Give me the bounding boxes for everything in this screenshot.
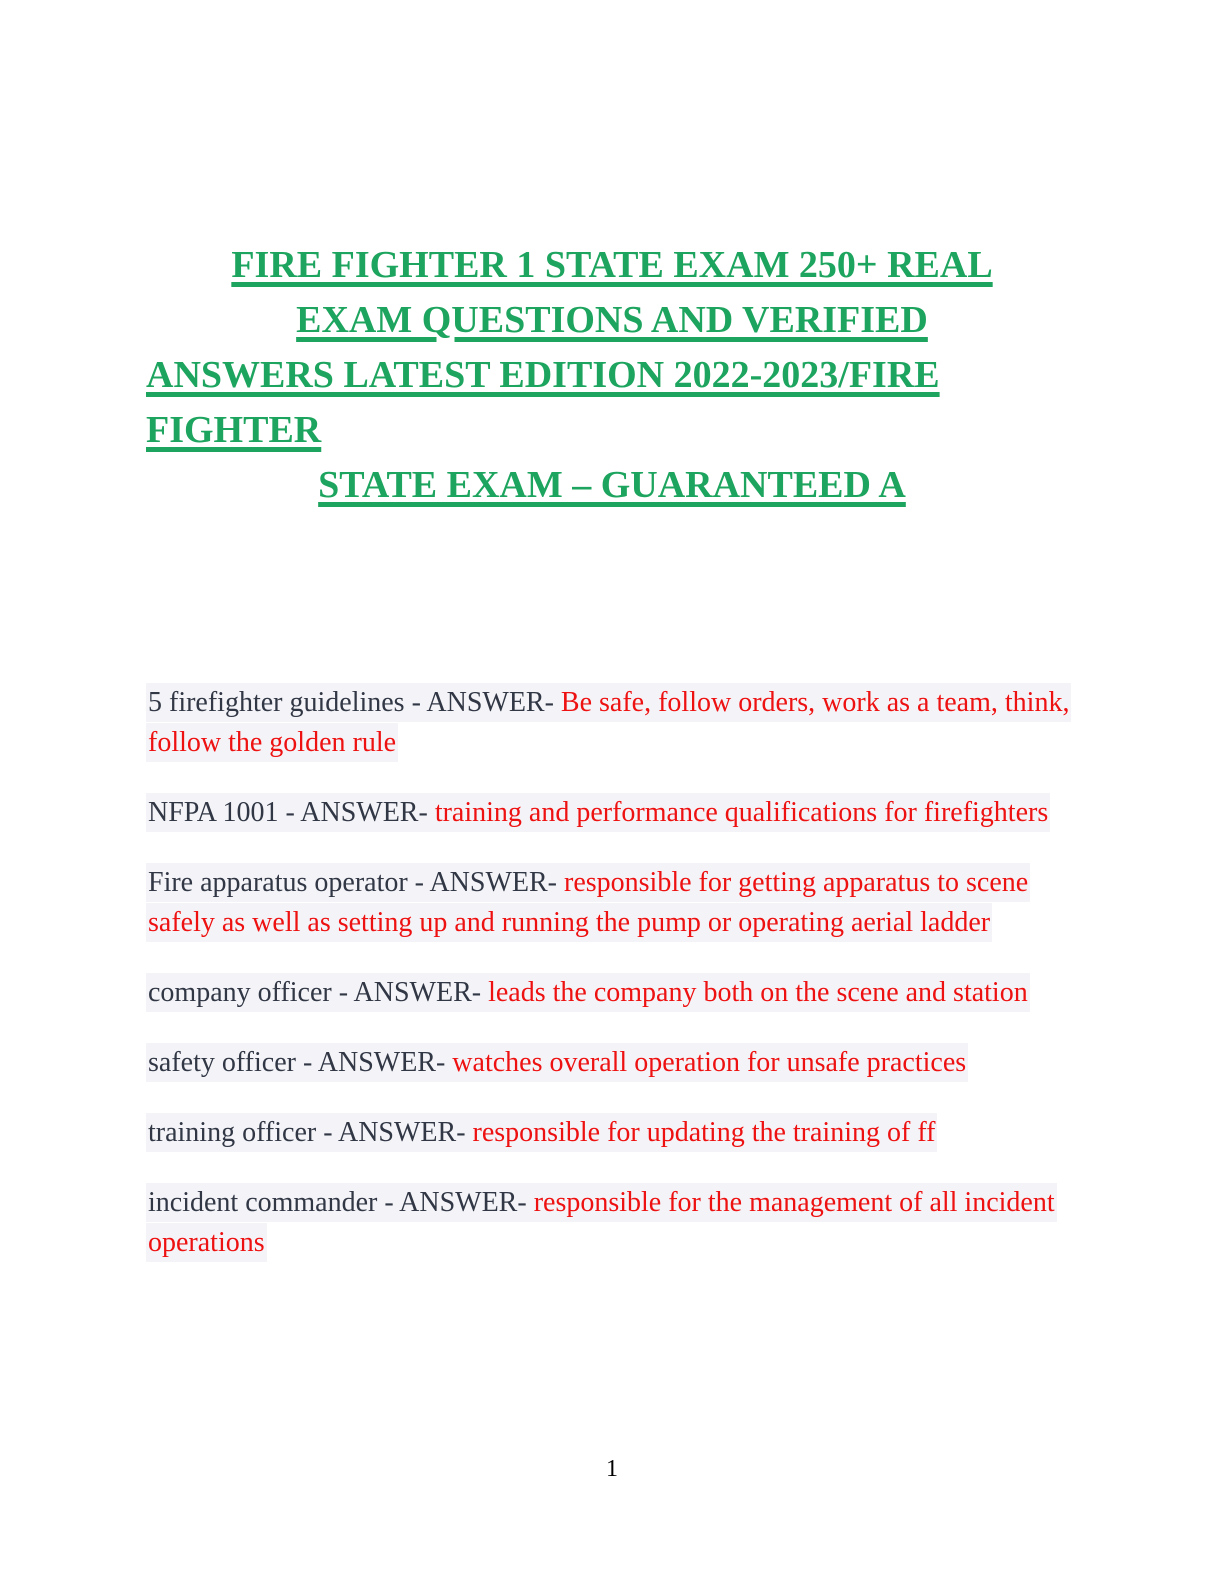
qa-question [148,1047,452,1078]
answer-label: - ANSWER- [295,1047,453,1078]
qa-answer: training and performance qualifications for firefighters [434,797,1049,828]
qa-answer: responsible for the management of all incident operations [148,1187,1055,1258]
qa-term: incident commander [148,1187,378,1218]
qa-answer: responsible for updating the training of ff [472,1117,936,1148]
qa-question [148,687,561,718]
answer-label: - ANSWER- [404,687,561,718]
document-title [146,238,1078,513]
qa-question [148,867,564,898]
qa-answer: leads the company both on the scene and station [488,977,1028,1008]
qa-item [146,863,1078,943]
qa-answer: responsible for getting apparatus to scene safely as well as setting up and running the pump or operating aerial ladder [148,867,1029,938]
qa-term: 5 firefighter guidelines [148,687,405,718]
qa-question [148,977,488,1008]
qa-answer: Be safe, follow orders, work as a team, think, follow the golden rule [148,687,1070,758]
qa-list [146,683,1078,1263]
title-line: FIGHTER [146,409,322,451]
qa-term: safety officer [148,1047,296,1078]
qa-answer: watches overall operation for unsafe practices [452,1047,967,1078]
qa-term: training officer [148,1117,317,1148]
qa-item [146,973,1078,1013]
answer-label: - ANSWER- [331,977,489,1008]
title-line: FIRE FIGHTER 1 STATE EXAM 250+ REAL [231,244,993,286]
title-line: STATE EXAM – GUARANTEED A [318,464,906,506]
qa-term: company officer [148,977,332,1008]
answer-label: - ANSWER- [407,867,564,898]
qa-question [148,1117,473,1148]
qa-question [148,1187,534,1218]
qa-item [146,793,1078,833]
title-line: ANSWERS LATEST EDITION 2022-2023/FIRE [146,354,940,396]
answer-label: - ANSWER- [278,797,435,828]
qa-term: Fire apparatus operator [148,867,408,898]
answer-label: - ANSWER- [377,1187,534,1218]
qa-item [146,1183,1078,1263]
qa-question [148,797,435,828]
qa-item [146,683,1078,763]
qa-item [146,1043,1078,1083]
title-line: EXAM QUESTIONS AND VERIFIED [296,299,928,341]
qa-item [146,1113,1078,1153]
page-number: 1 [606,1456,618,1482]
answer-label: - ANSWER- [316,1117,473,1148]
qa-term: NFPA 1001 [148,797,279,828]
